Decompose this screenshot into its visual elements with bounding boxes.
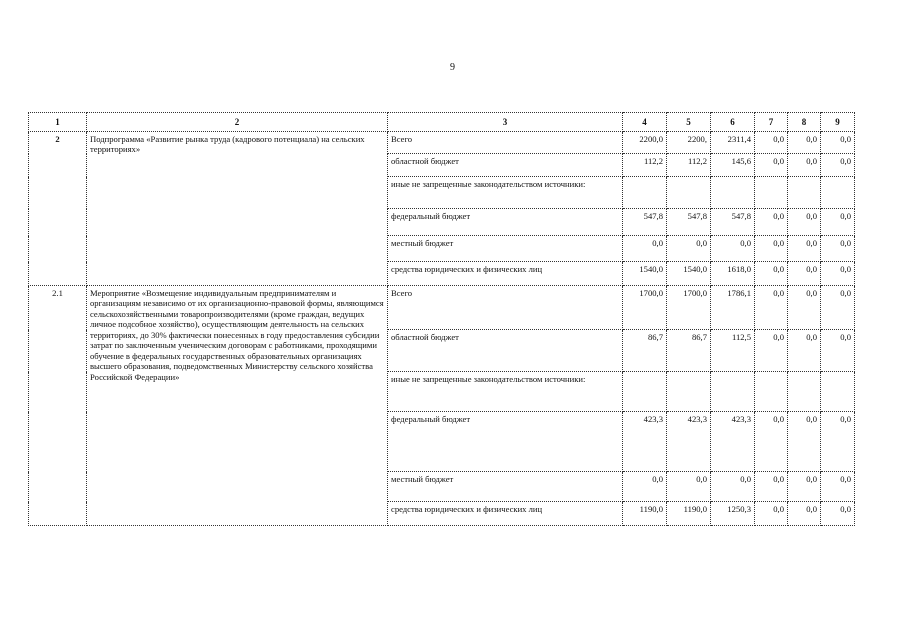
source-cell: федеральный бюджет (388, 209, 623, 236)
value-cell: 0,0 (821, 330, 855, 372)
value-cell: 0,0 (788, 236, 821, 262)
section-index: 2 (29, 132, 87, 286)
value-cell (623, 372, 667, 412)
value-cell: 0,0 (711, 472, 755, 502)
value-cell: 0,0 (821, 132, 855, 154)
value-cell: 547,8 (711, 209, 755, 236)
section-name: Мероприятие «Возмещение индивидуальным предпринимателям и организациям независимо от их организационно-правовой формы, являющимся сельскохозяйственными товаропроизводителями (кроме граждан, ведущих личное подсобное хозяйство), осуществляющим деятельность на сельских территориях, до 30% фактически понесенных в году предоставления субсидии затрат по заключенным ученическим договорам с работниками, проходящими обучение в федеральных государственных образовательных организациях высшего образования, подведомственных Министерству сельского хозяйства Российской Федерации» (87, 286, 388, 526)
value-cell: 0,0 (788, 154, 821, 177)
value-cell: 0,0 (821, 209, 855, 236)
value-cell: 0,0 (788, 330, 821, 372)
source-cell: федеральный бюджет (388, 412, 623, 472)
table-row (29, 286, 855, 330)
header-cell: 3 (388, 113, 623, 132)
value-cell: 0,0 (755, 286, 788, 330)
header-cell: 4 (623, 113, 667, 132)
value-cell (711, 177, 755, 209)
value-cell: 0,0 (821, 262, 855, 286)
table-row (29, 132, 855, 154)
value-cell: 112,2 (667, 154, 711, 177)
source-cell: областной бюджет (388, 330, 623, 372)
source-cell: иные не запрещенные законодательством источники: (388, 177, 623, 209)
value-cell: 112,2 (623, 154, 667, 177)
value-cell (711, 372, 755, 412)
value-cell (623, 177, 667, 209)
value-cell: 0,0 (788, 209, 821, 236)
value-cell: 0,0 (667, 236, 711, 262)
value-cell: 547,8 (667, 209, 711, 236)
value-cell: 0,0 (788, 412, 821, 472)
value-cell: 1700,0 (667, 286, 711, 330)
header-cell: 2 (87, 113, 388, 132)
source-cell: иные не запрещенные законодательством источники: (388, 372, 623, 412)
value-cell: 1250,3 (711, 502, 755, 526)
value-cell: 0,0 (667, 472, 711, 502)
value-cell: 0,0 (755, 502, 788, 526)
value-cell: 2200,0 (623, 132, 667, 154)
value-cell: 0,0 (755, 154, 788, 177)
value-cell: 0,0 (755, 209, 788, 236)
value-cell: 0,0 (788, 262, 821, 286)
source-cell: средства юридических и физических лиц (388, 262, 623, 286)
section-index: 2.1 (29, 286, 87, 526)
value-cell: 0,0 (755, 472, 788, 502)
value-cell (821, 372, 855, 412)
value-cell: 0,0 (755, 236, 788, 262)
value-cell: 0,0 (711, 236, 755, 262)
source-cell: областной бюджет (388, 154, 623, 177)
value-cell: 86,7 (623, 330, 667, 372)
value-cell: 0,0 (821, 412, 855, 472)
value-cell (788, 177, 821, 209)
value-cell: 0,0 (755, 262, 788, 286)
value-cell (788, 372, 821, 412)
value-cell: 0,0 (755, 330, 788, 372)
header-cell: 7 (755, 113, 788, 132)
value-cell: 547,8 (623, 209, 667, 236)
value-cell: 423,3 (667, 412, 711, 472)
value-cell: 145,6 (711, 154, 755, 177)
value-cell (755, 177, 788, 209)
header-row (29, 113, 855, 132)
value-cell: 1190,0 (667, 502, 711, 526)
header-cell: 1 (29, 113, 87, 132)
source-cell: Всего (388, 286, 623, 330)
value-cell (667, 177, 711, 209)
value-cell: 1540,0 (667, 262, 711, 286)
value-cell: 1786,1 (711, 286, 755, 330)
value-cell: 0,0 (821, 502, 855, 526)
source-cell: Всего (388, 132, 623, 154)
budget-table (28, 112, 855, 526)
value-cell: 0,0 (821, 236, 855, 262)
value-cell (755, 372, 788, 412)
value-cell: 423,3 (711, 412, 755, 472)
value-cell: 2311,4 (711, 132, 755, 154)
value-cell: 0,0 (788, 502, 821, 526)
value-cell: 1190,0 (623, 502, 667, 526)
value-cell: 0,0 (821, 286, 855, 330)
page-number: 9 (450, 62, 455, 73)
value-cell: 0,0 (821, 154, 855, 177)
value-cell: 0,0 (623, 236, 667, 262)
value-cell: 0,0 (788, 286, 821, 330)
value-cell: 0,0 (821, 472, 855, 502)
header-cell: 8 (788, 113, 821, 132)
value-cell: 86,7 (667, 330, 711, 372)
source-cell: местный бюджет (388, 236, 623, 262)
section-name: Подпрограмма «Развитие рынка труда (кадрового потенциала) на сельских территориях» (87, 132, 388, 286)
source-cell: средства юридических и физических лиц (388, 502, 623, 526)
header-cell: 9 (821, 113, 855, 132)
value-cell: 2200, (667, 132, 711, 154)
value-cell: 0,0 (788, 132, 821, 154)
value-cell: 423,3 (623, 412, 667, 472)
value-cell: 0,0 (755, 132, 788, 154)
value-cell (821, 177, 855, 209)
value-cell: 0,0 (755, 412, 788, 472)
value-cell: 0,0 (623, 472, 667, 502)
value-cell: 0,0 (788, 472, 821, 502)
value-cell: 112,5 (711, 330, 755, 372)
header-cell: 5 (667, 113, 711, 132)
value-cell (667, 372, 711, 412)
value-cell: 1618,0 (711, 262, 755, 286)
header-cell: 6 (711, 113, 755, 132)
value-cell: 1540,0 (623, 262, 667, 286)
source-cell: местный бюджет (388, 472, 623, 502)
value-cell: 1700,0 (623, 286, 667, 330)
